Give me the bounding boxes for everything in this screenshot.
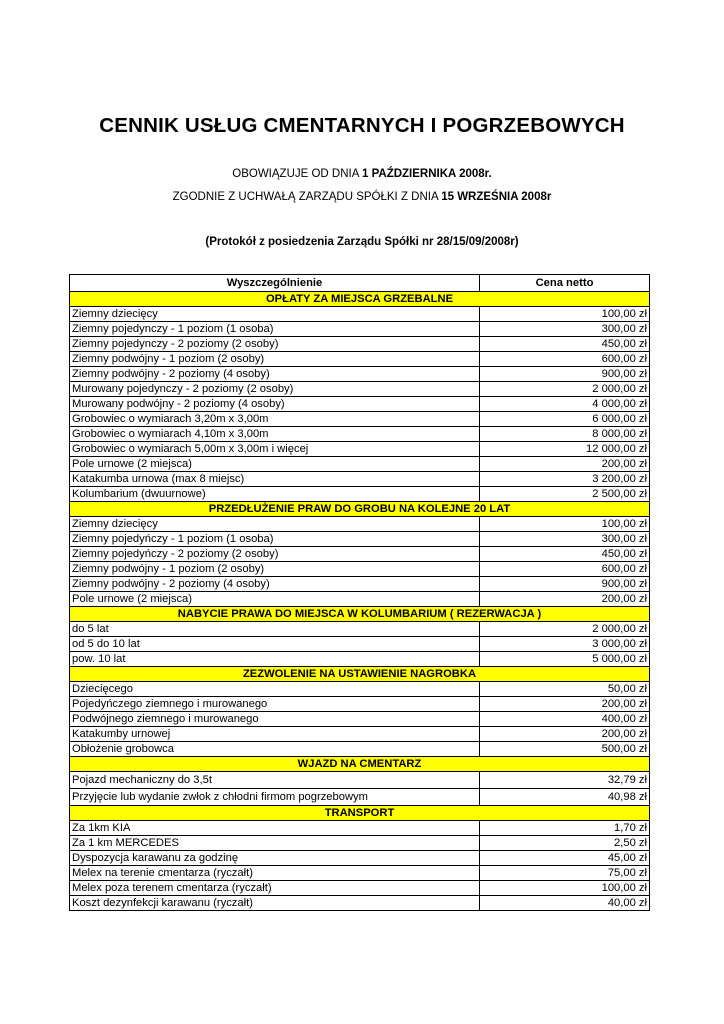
row-price: 6 000,00 zł <box>480 412 650 427</box>
page-title: CENNIK USŁUG CMENTARNYCH I POGRZEBOWYCH <box>99 114 625 137</box>
row-price: 600,00 zł <box>480 562 650 577</box>
valid-from-date: 1 PAŹDZIERNIKA 2008r. <box>361 168 492 180</box>
section-header-row <box>70 292 650 307</box>
row-price: 450,00 zł <box>480 547 650 562</box>
table-row <box>70 562 650 577</box>
row-item: Ziemny dziecięcy <box>70 517 480 532</box>
row-price: 12 000,00 zł <box>480 442 650 457</box>
table-row <box>70 427 650 442</box>
row-price: 100,00 zł <box>480 307 650 322</box>
table-row <box>70 697 650 712</box>
row-price: 2 000,00 zł <box>480 622 650 637</box>
table-row <box>70 517 650 532</box>
row-item: od 5 do 10 lat <box>70 637 480 652</box>
row-item: Ziemny podwójny - 1 poziom (2 osoby) <box>70 562 480 577</box>
row-item: Ziemny podwójny - 1 poziom (2 osoby) <box>70 352 480 367</box>
row-item: Za 1km KIA <box>70 821 480 836</box>
row-price: 40,98 zł <box>480 789 650 806</box>
table-row <box>70 896 650 911</box>
row-price: 300,00 zł <box>480 532 650 547</box>
section-header-row <box>70 502 650 517</box>
resolution-line <box>0 191 724 203</box>
price-table <box>69 274 650 911</box>
row-item: Ziemny dziecięcy <box>70 307 480 322</box>
table-row <box>70 412 650 427</box>
row-item: pow. 10 lat <box>70 652 480 667</box>
row-price: 1,70 zł <box>480 821 650 836</box>
table-row <box>70 851 650 866</box>
header-price: Cena netto <box>480 275 650 292</box>
row-price: 100,00 zł <box>480 881 650 896</box>
row-item: Podwójnego ziemnego i murowanego <box>70 712 480 727</box>
table-row <box>70 881 650 896</box>
row-price: 900,00 zł <box>480 367 650 382</box>
row-item: Grobowiec o wymiarach 5,00m x 3,00m i więcej <box>70 442 480 457</box>
row-item: Murowany podwójny - 2 poziomy (4 osoby) <box>70 397 480 412</box>
table-row <box>70 382 650 397</box>
table-row <box>70 442 650 457</box>
row-price: 50,00 zł <box>480 682 650 697</box>
table-row <box>70 789 650 806</box>
row-item: Ziemny pojedynczy - 1 poziom (1 osoba) <box>70 322 480 337</box>
table-row <box>70 836 650 851</box>
row-item: Przyjęcie lub wydanie zwłok z chłodni firmom pogrzebowym <box>70 789 480 806</box>
table-row <box>70 742 650 757</box>
row-price: 300,00 zł <box>480 322 650 337</box>
row-item: Obłożenie grobowca <box>70 742 480 757</box>
section-title: WJAZD NA CMENTARZ <box>70 757 650 772</box>
resolution-date: 15 WRZEŚNIA 2008r <box>441 191 552 203</box>
table-row <box>70 652 650 667</box>
table-row <box>70 712 650 727</box>
row-item: Ziemny podwójny - 2 poziomy (4 osoby) <box>70 367 480 382</box>
table-row <box>70 577 650 592</box>
table-row <box>70 637 650 652</box>
row-price: 200,00 zł <box>480 697 650 712</box>
row-item: Ziemny pojedyńczy - 1 poziom (1 osoba) <box>70 532 480 547</box>
row-price: 45,00 zł <box>480 851 650 866</box>
row-item: Ziemny pojedynczy - 2 poziomy (2 osoby) <box>70 337 480 352</box>
header-item: Wyszczególnienie <box>70 275 480 292</box>
row-price: 900,00 zł <box>480 577 650 592</box>
price-table-body <box>70 292 650 911</box>
row-price: 200,00 zł <box>480 727 650 742</box>
row-item: Melex poza terenem cmentarza (ryczałt) <box>70 881 480 896</box>
row-price: 2 000,00 zł <box>480 382 650 397</box>
section-header-row <box>70 607 650 622</box>
table-row <box>70 821 650 836</box>
row-item: Pole urnowe (2 miejsca) <box>70 457 480 472</box>
table-row <box>70 397 650 412</box>
row-item: do 5 lat <box>70 622 480 637</box>
row-item: Koszt dezynfekcji karawanu (ryczałt) <box>70 896 480 911</box>
section-title: TRANSPORT <box>70 806 650 821</box>
table-row <box>70 592 650 607</box>
row-price: 40,00 zł <box>480 896 650 911</box>
row-item: Dyspozycja karawanu za godzinę <box>70 851 480 866</box>
row-item: Pojedyńczego ziemnego i murowanego <box>70 697 480 712</box>
row-item: Katakumba urnowa (max 8 miejsc) <box>70 472 480 487</box>
table-row <box>70 367 650 382</box>
row-item: Dziecięcego <box>70 682 480 697</box>
table-row <box>70 472 650 487</box>
table-row <box>70 866 650 881</box>
table-row <box>70 682 650 697</box>
table-row <box>70 727 650 742</box>
table-row <box>70 337 650 352</box>
row-item: Pole urnowe (2 miejsca) <box>70 592 480 607</box>
section-title: OPŁATY ZA MIEJSCA GRZEBALNE <box>70 292 650 307</box>
row-price: 400,00 zł <box>480 712 650 727</box>
row-price: 200,00 zł <box>480 457 650 472</box>
row-item: Grobowiec o wymiarach 3,20m x 3,00m <box>70 412 480 427</box>
section-header-row <box>70 757 650 772</box>
protocol-line: (Protokół z posiedzenia Zarządu Spółki nr 28/15/09/2008r) <box>205 236 519 248</box>
table-row <box>70 457 650 472</box>
row-item: Za 1 km MERCEDES <box>70 836 480 851</box>
row-price: 3 200,00 zł <box>480 472 650 487</box>
row-price: 4 000,00 zł <box>480 397 650 412</box>
row-item: Grobowiec o wymiarach 4,10m x 3,00m <box>70 427 480 442</box>
row-price: 2 500,00 zł <box>480 487 650 502</box>
row-item: Ziemny podwójny - 2 poziomy (4 osoby) <box>70 577 480 592</box>
row-item: Kolumbarium (dwuurnowe) <box>70 487 480 502</box>
table-row <box>70 772 650 789</box>
table-row <box>70 532 650 547</box>
row-price: 32,79 zł <box>480 772 650 789</box>
row-price: 600,00 zł <box>480 352 650 367</box>
section-title: NABYCIE PRAWA DO MIEJSCA W KOLUMBARIUM ( REZERWACJA ) <box>70 607 650 622</box>
section-title: ZEZWOLENIE NA USTAWIENIE NAGROBKA <box>70 667 650 682</box>
section-header-row <box>70 806 650 821</box>
row-price: 5 000,00 zł <box>480 652 650 667</box>
row-item: Katakumby urnowej <box>70 727 480 742</box>
table-row <box>70 487 650 502</box>
table-row <box>70 307 650 322</box>
row-price: 8 000,00 zł <box>480 427 650 442</box>
resolution-prefix: ZGODNIE Z UCHWAŁĄ ZARZĄDU SPÓŁKI Z DNIA <box>172 191 442 203</box>
row-price: 100,00 zł <box>480 517 650 532</box>
row-price: 200,00 zł <box>480 592 650 607</box>
row-price: 500,00 zł <box>480 742 650 757</box>
row-item: Ziemny pojedyńczy - 2 poziomy (2 osoby) <box>70 547 480 562</box>
row-price: 2,50 zł <box>480 836 650 851</box>
valid-from-prefix: OBOWIĄZUJE OD DNIA <box>232 168 362 180</box>
valid-from-line <box>0 168 724 180</box>
table-row <box>70 352 650 367</box>
section-header-row <box>70 667 650 682</box>
row-price: 75,00 zł <box>480 866 650 881</box>
table-row <box>70 622 650 637</box>
section-title: PRZEDŁUŻENIE PRAW DO GROBU NA KOLEJNE 20 LAT <box>70 502 650 517</box>
table-row <box>70 322 650 337</box>
row-price: 3 000,00 zł <box>480 637 650 652</box>
row-item: Melex na terenie cmentarza (ryczałt) <box>70 866 480 881</box>
row-item: Murowany pojedynczy - 2 poziomy (2 osoby) <box>70 382 480 397</box>
table-row <box>70 547 650 562</box>
table-header-row <box>70 275 650 292</box>
row-item: Pojazd mechaniczny do 3,5t <box>70 772 480 789</box>
row-price: 450,00 zł <box>480 337 650 352</box>
